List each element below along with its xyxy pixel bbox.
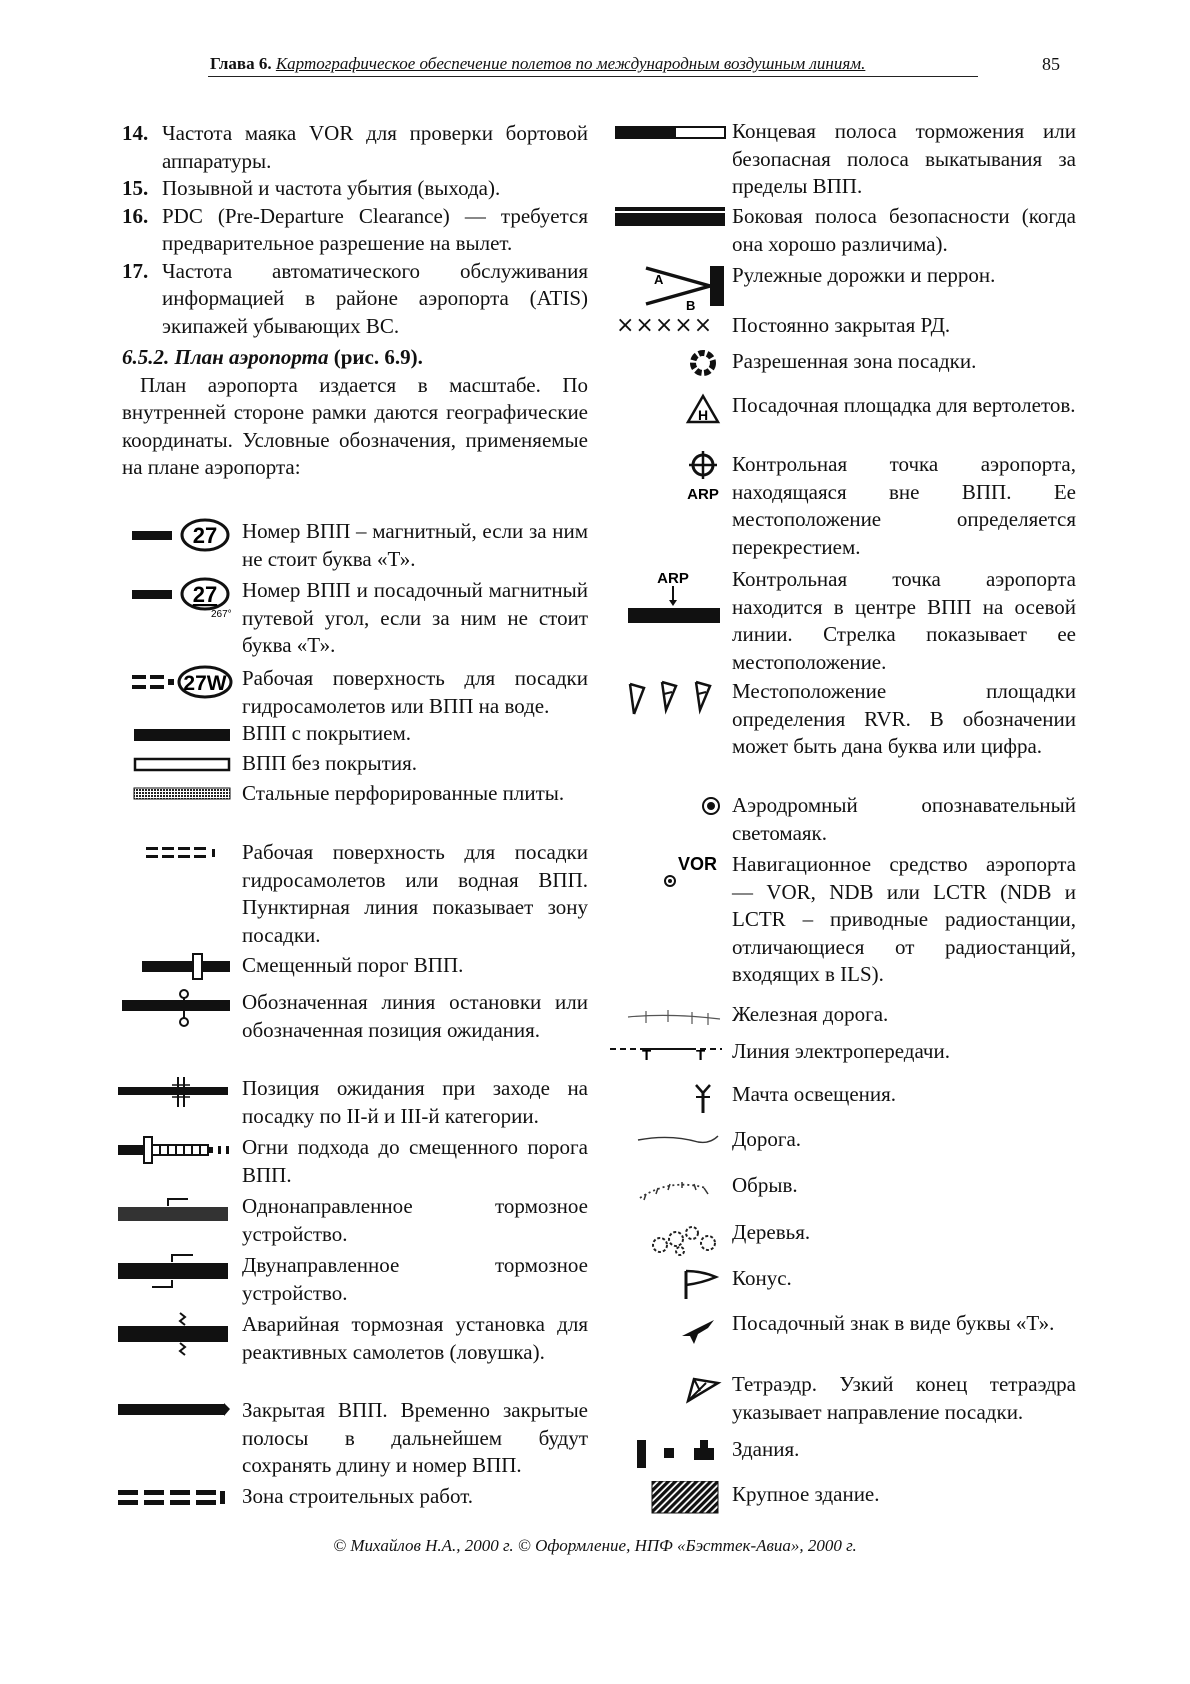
legend-row — [610, 566, 1076, 676]
legend-row — [118, 780, 588, 808]
chapter-label: Глава 6. — [210, 54, 272, 73]
legend-text: Закрытая ВПП. Временно закрытые полосы в дальнейшем будут сохранять длину и номер ВПП. — [242, 1398, 588, 1477]
rwy-number-label: 27W — [183, 672, 227, 695]
light-mast-icon — [610, 1081, 732, 1115]
item-number: 15. — [122, 176, 149, 200]
legend-text: Зона строительных работ. — [242, 1484, 474, 1508]
legend-row — [610, 1001, 1076, 1031]
legend-text: Навигационное средство аэропорта — VOR, NDB или LCTR (NDB и LCTR – приводные радиостанции, отличающиеся от радиостанций, входящих в ILS). — [732, 852, 1076, 986]
legend-text: Контрольная точка аэропорта, находящаяся вне ВПП. Ее местоположение определяется перекрестием. — [732, 452, 1076, 559]
legend-row — [610, 792, 1076, 847]
closed-taxiway-marks: ××××× — [616, 313, 714, 338]
two-way-arrester-icon — [118, 1252, 242, 1307]
navaid-vor-icon — [610, 851, 732, 989]
one-way-arrester-icon — [118, 1193, 242, 1248]
stopway-icon — [610, 118, 732, 201]
legend-row — [118, 665, 588, 720]
legend-row — [118, 518, 588, 573]
item-number: 16. — [122, 203, 149, 228]
runway-number-icon — [118, 518, 242, 573]
arp-runway-icon — [610, 566, 732, 676]
item-text: Частота маяка VOR для проверки бортовой аппаратуры. — [162, 121, 588, 173]
legend-row — [118, 720, 588, 748]
legend-row — [118, 1483, 588, 1511]
legend-row — [118, 750, 588, 778]
legend-row — [118, 839, 588, 949]
legend-text: Аварийная тормозная установка для реактивных самолетов (ловушка). — [242, 1312, 588, 1364]
item-number: 17. — [122, 258, 149, 283]
legend-row — [610, 1172, 1076, 1206]
legend-text: Двунаправленное тормозное устройство. — [242, 1253, 588, 1305]
legend-text: Дорога. — [732, 1127, 802, 1151]
legend-row — [118, 1134, 588, 1189]
page-number: 85 — [1042, 54, 1060, 74]
legend-row — [610, 1219, 1076, 1259]
svg-text:H: H — [697, 407, 709, 423]
railway-icon — [610, 1001, 732, 1031]
legend-text: Мачта освещения. — [732, 1082, 897, 1106]
legend-text: Железная дорога. — [732, 1002, 889, 1026]
legend-text: Позиция ожидания при заходе на посадку по II-й и III-й категории. — [242, 1076, 588, 1128]
vor-label: VOR — [678, 854, 718, 874]
legend-row — [118, 1075, 588, 1130]
legend-row — [610, 1436, 1076, 1472]
arp-label: ARP — [687, 486, 719, 503]
aerodrome-beacon-icon — [610, 792, 732, 847]
legend-row — [118, 989, 588, 1044]
shoulder-icon — [610, 203, 732, 258]
legend-text: Деревья. — [732, 1220, 811, 1244]
legend-row — [610, 1126, 1076, 1154]
item-text: Позывной и частота убытия (выхода). — [162, 176, 501, 200]
legend-row — [610, 1038, 1076, 1068]
tetrahedron-icon — [610, 1371, 732, 1426]
legend-row — [118, 1311, 588, 1366]
page-footer: © Михайлов Н.А., 2000 г. © Оформление, НПФ «Бэсттек-Авиа», 2000 г. — [333, 1536, 857, 1555]
taxiway-apron-icon — [610, 262, 732, 310]
legend-text: Концевая полоса торможения или безопасная полоса выкатывания за пределы ВПП. — [732, 119, 1076, 198]
legend-text: Посадочная площадка для вертолетов. — [732, 393, 1076, 417]
rwy-number-label: 27 — [192, 523, 218, 548]
landing-zone-icon — [610, 348, 732, 378]
arp-label: ARP — [657, 570, 689, 587]
power-line-label-2: T — [696, 1047, 706, 1064]
heliport-icon — [610, 392, 732, 426]
mag-angle-label: 267° — [211, 609, 232, 620]
approach-lights-icon — [118, 1134, 242, 1189]
item-text: Частота автоматического обслуживания информацией в районе аэропорта (ATIS) экипажей убывающих ВС. — [162, 258, 588, 338]
buildings-icon — [610, 1436, 732, 1472]
list-item — [122, 203, 588, 258]
power-line-label-1: T — [642, 1047, 652, 1064]
legend-row — [610, 851, 1076, 989]
legend-row — [610, 451, 1076, 561]
legend-text: Линия электропередачи. — [732, 1039, 950, 1063]
legend-text: Аэродромный опознавательный светомаяк. — [732, 793, 1076, 845]
section-title: 6.5.2. План аэропорта — [122, 345, 329, 369]
cat2-3-holding-icon — [118, 1075, 242, 1130]
legend-text: Местоположение площадки определения RVR. В обозначении может быть дана буква или цифра. — [732, 679, 1076, 758]
section-heading — [122, 344, 588, 372]
legend-row — [610, 1310, 1076, 1346]
closed-taxiway-icon — [610, 312, 732, 340]
legend-text: Постоянно закрытая РД. — [732, 313, 951, 337]
holding-position-icon — [118, 989, 242, 1044]
list-item — [122, 175, 588, 203]
legend-text: ВПП без покрытия. — [242, 751, 417, 775]
legend-text: Номер ВПП и посадочный магнитный путевой угол, если за ним не стоит буква «Т». — [242, 578, 588, 657]
legend-text: Обрыв. — [732, 1173, 798, 1197]
water-runway-icon — [118, 839, 242, 949]
legend-text: Огни подхода до смещенного порога ВПП. — [242, 1135, 588, 1187]
steel-plates-icon — [118, 780, 242, 808]
legend-row — [610, 1081, 1076, 1115]
legend-text: Смещенный порог ВПП. — [242, 953, 464, 977]
taxi-label-a: A — [654, 272, 664, 287]
legend-text: Рабочая поверхность для посадки гидросамолетов или водная ВПП. Пунктирная линия показывает зону посадки. — [242, 840, 588, 947]
chapter-title: Картографическое обеспечение полетов по международным воздушным линиям. — [275, 54, 866, 73]
legend-text: Обозначенная линия остановки или обозначенная позиция ожидания. — [242, 990, 588, 1042]
list-item — [122, 258, 588, 341]
item-text: PDC (Pre-Departure Clearance) — требуется предварительное разрешение на вылет. — [162, 203, 588, 255]
legend-text: Боковая полоса безопасности (когда она хорошо различима). — [732, 204, 1076, 256]
large-building-icon — [610, 1481, 732, 1517]
paved-runway-icon — [118, 720, 242, 748]
legend-text: Посадочный знак в виде буквы «Т». — [732, 1311, 1055, 1335]
page-header — [210, 54, 1060, 74]
legend-row — [118, 577, 588, 660]
legend-text: Рулежные дорожки и перрон. — [732, 263, 996, 287]
landing-t-icon — [610, 1310, 732, 1346]
displaced-threshold-icon — [118, 952, 242, 982]
legend-text: Крупное здание. — [732, 1482, 880, 1506]
runway-number-mag-icon — [118, 577, 242, 660]
legend-row — [610, 392, 1076, 426]
legend-row — [118, 1252, 588, 1307]
legend-text: Номер ВПП – магнитный, если за ним не стоит буква «Т». — [242, 519, 588, 571]
intro-paragraph: План аэропорта издается в масштабе. По внутренней стороне рамки даются географические координаты. Условные обозначения, применяемые на плане аэропорта: — [122, 372, 588, 479]
legend-row — [610, 348, 1076, 378]
legend-row — [610, 203, 1076, 258]
trees-icon — [610, 1219, 732, 1259]
legend-row — [610, 1265, 1076, 1301]
legend-row — [610, 1371, 1076, 1426]
rwy-number-label: 27 — [192, 582, 218, 607]
legend-text: Конус. — [732, 1266, 792, 1290]
cliff-icon — [610, 1172, 732, 1206]
legend-text: Рабочая поверхность для посадки гидросамолетов или ВПП на воде. — [242, 666, 588, 718]
unpaved-runway-icon — [118, 750, 242, 778]
legend-text: Тетраэдр. Узкий конец тетраэдра указывает направление посадки. — [732, 1372, 1076, 1424]
taxi-label-b: B — [686, 298, 696, 310]
item-number: 14. — [122, 121, 149, 145]
legend-text: Разрешенная зона посадки. — [732, 349, 977, 373]
legend-text: Контрольная точка аэропорта находится в центре ВПП на осевой линии. Стрелка показывает ее местоположение. — [732, 567, 1076, 674]
legend-text: ВПП с покрытием. — [242, 721, 411, 745]
seaplane-runway-icon — [118, 665, 242, 720]
arp-crosshair-icon — [610, 451, 732, 561]
road-icon — [610, 1126, 732, 1154]
legend-row — [610, 312, 1076, 340]
wind-cone-icon — [610, 1265, 732, 1301]
closed-runway-icon — [118, 1397, 242, 1480]
legend-row — [610, 1481, 1076, 1517]
legend-row — [610, 678, 1076, 761]
header-rule — [208, 76, 978, 77]
left-text-block — [122, 120, 588, 482]
legend-text: Здания. — [732, 1437, 800, 1461]
list-item — [122, 120, 588, 175]
legend-text: Стальные перфорированные плиты. — [242, 781, 565, 805]
rvr-site-icon — [610, 678, 732, 761]
legend-row — [118, 952, 588, 982]
construction-zone-icon — [118, 1483, 242, 1511]
legend-text: Однонаправленное тормозное устройство. — [242, 1194, 588, 1246]
legend-row — [118, 1193, 588, 1248]
emergency-arrester-icon — [118, 1311, 242, 1366]
legend-row — [118, 1397, 588, 1480]
section-ref: (рис. 6.9). — [333, 345, 423, 369]
power-line-icon — [610, 1038, 732, 1068]
legend-row — [610, 262, 1076, 310]
legend-row — [610, 118, 1076, 201]
